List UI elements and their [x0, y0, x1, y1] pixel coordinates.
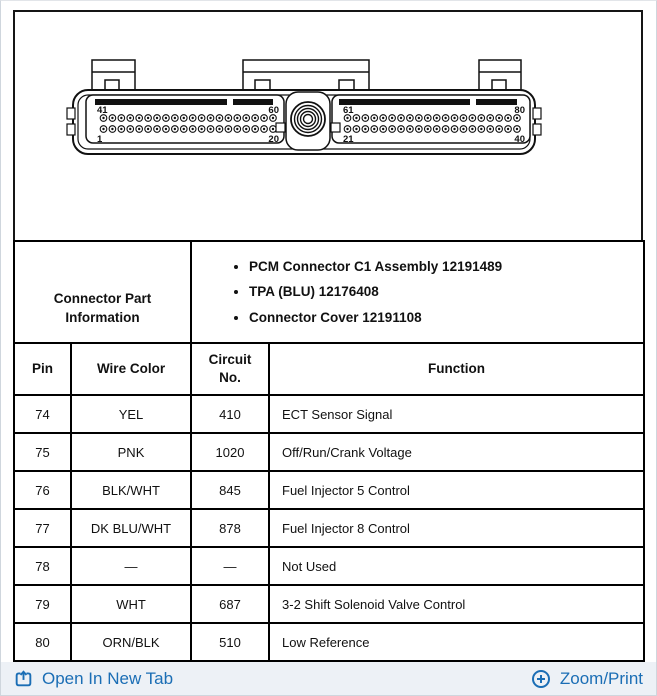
- table-row: [14, 395, 644, 433]
- footer-action-bar: [1, 662, 656, 695]
- svg-text:80: 80: [514, 105, 525, 116]
- table-row: [14, 547, 644, 585]
- svg-text:1: 1: [97, 134, 103, 145]
- function-cell: Off/Run/Crank Voltage: [269, 433, 644, 471]
- header-pin: Pin: [14, 343, 71, 395]
- part-info-row: [14, 241, 644, 343]
- right-pin-bank: [332, 95, 530, 143]
- pin-cell: 79: [14, 585, 71, 623]
- header-circuit: Circuit No.: [191, 343, 269, 395]
- pin-cell: 75: [14, 433, 71, 471]
- function-cell: Not Used: [269, 547, 644, 585]
- function-cell: Low Reference: [269, 623, 644, 661]
- pin-cell: 78: [14, 547, 71, 585]
- circuit-no-cell: 687: [191, 585, 269, 623]
- table-row: [14, 433, 644, 471]
- table-row: [14, 585, 644, 623]
- header-wire: Wire Color: [71, 343, 191, 395]
- circuit-no-cell: 410: [191, 395, 269, 433]
- svg-text:21: 21: [343, 134, 354, 145]
- table-row: [14, 623, 644, 661]
- circuit-no-cell: 1020: [191, 433, 269, 471]
- zoom-print-label: Zoom/Print: [559, 668, 643, 688]
- wire-color-cell: YEL: [71, 395, 191, 433]
- wire-color-cell: DK BLU/WHT: [71, 509, 191, 547]
- table-row: [14, 471, 644, 509]
- table-row: [14, 509, 644, 547]
- pin-cell: 76: [14, 471, 71, 509]
- svg-text:40: 40: [514, 134, 525, 145]
- table-header-row: [14, 343, 644, 395]
- circuit-no-cell: 878: [191, 509, 269, 547]
- function-cell: Fuel Injector 8 Control: [269, 509, 644, 547]
- open-in-new-tab-button[interactable]: [14, 669, 173, 689]
- zoom-print-icon: [531, 669, 551, 689]
- circuit-no-cell: 845: [191, 471, 269, 509]
- center-bolt-boss: [286, 92, 330, 150]
- right-locator-square: [331, 123, 340, 132]
- wire-color-cell: WHT: [71, 585, 191, 623]
- part-info-label: Connector Part Information: [14, 241, 191, 343]
- circuit-no-cell: 510: [191, 623, 269, 661]
- part-info-item: • Connector Cover 12191108: [249, 308, 642, 328]
- circuit-no-cell: —: [191, 547, 269, 585]
- connector-pinout-table: [13, 240, 645, 662]
- svg-text:41: 41: [97, 105, 108, 116]
- part-info-list: [193, 257, 642, 328]
- wire-color-cell: —: [71, 547, 191, 585]
- pin-cell: 77: [14, 509, 71, 547]
- pin-cell: 80: [14, 623, 71, 661]
- header-function: Function: [269, 343, 644, 395]
- pcm-connector-c1-drawing: [15, 12, 641, 240]
- wire-color-cell: PNK: [71, 433, 191, 471]
- function-cell: Fuel Injector 5 Control: [269, 471, 644, 509]
- wire-color-cell: BLK/WHT: [71, 471, 191, 509]
- part-info-item: • TPA (BLU) 12176408: [249, 282, 642, 302]
- connector-top-tabs: [92, 60, 521, 91]
- left-pin-bank: [86, 95, 284, 143]
- open-in-new-tab-label: Open In New Tab: [42, 668, 174, 688]
- svg-text:60: 60: [268, 105, 279, 116]
- svg-text:61: 61: [343, 105, 354, 116]
- svg-text:20: 20: [268, 134, 279, 145]
- function-cell: ECT Sensor Signal: [269, 395, 644, 433]
- part-info-list-cell: [191, 241, 644, 343]
- function-cell: 3-2 Shift Solenoid Valve Control: [269, 585, 644, 623]
- pin-cell: 74: [14, 395, 71, 433]
- open-in-new-tab-icon: [14, 669, 33, 688]
- part-info-item: • PCM Connector C1 Assembly 12191489: [249, 257, 642, 277]
- connector-diagram: [13, 10, 643, 242]
- zoom-print-button[interactable]: [531, 669, 643, 689]
- left-locator-square: [276, 123, 285, 132]
- wire-color-cell: ORN/BLK: [71, 623, 191, 661]
